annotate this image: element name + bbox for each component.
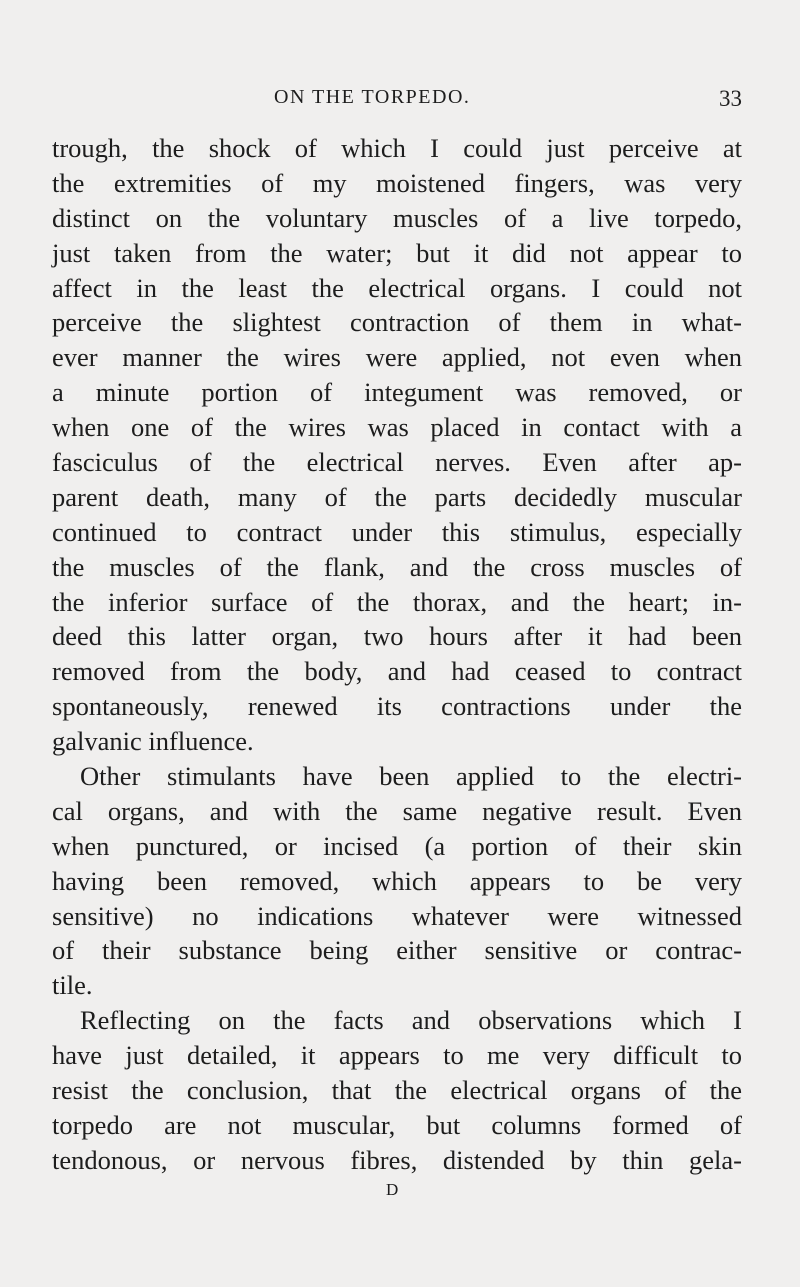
text-line: the inferior surface of the thorax, and the heart; in-: [52, 586, 742, 617]
text-line: cal organs, and with the same negative result. Even: [52, 795, 742, 826]
text-line: tendonous, or nervous fibres, distended by thin gela-: [52, 1144, 742, 1175]
text-line: have just detailed, it appears to me very difficult to: [52, 1040, 742, 1071]
text-line: having been removed, which appears to be very: [52, 865, 742, 896]
text-line: torpedo are not muscular, but columns formed of: [52, 1109, 742, 1140]
text-line: when punctured, or incised (a portion of their skin: [52, 830, 742, 861]
text-line: distinct on the voluntary muscles of a live torpedo,: [52, 202, 742, 233]
text-line: when one of the wires was placed in contact with a: [52, 412, 742, 443]
text-line: Reflecting on the facts and observations which I: [80, 1005, 742, 1036]
running-header: [52, 86, 742, 116]
text-line: galvanic influence.: [52, 726, 254, 757]
page-number: 33: [719, 86, 742, 111]
text-line: tile.: [52, 970, 93, 1001]
text-line: the muscles of the flank, and the cross muscles of: [52, 551, 742, 582]
text-line: continued to contract under this stimulus, especially: [52, 516, 742, 547]
text-line: Other stimulants have been applied to the electri-: [80, 761, 742, 792]
text-line: sensitive) no indications whatever were witnessed: [52, 900, 742, 931]
paragraph-3: [52, 1003, 742, 1177]
text-line: parent death, many of the parts decidedly muscular: [52, 481, 742, 512]
text-line: of their substance being either sensitive or contrac-: [52, 935, 742, 966]
text-line: perceive the slightest contraction of them in what-: [52, 307, 742, 338]
text-line: fasciculus of the electrical nerves. Even after ap-: [52, 447, 742, 478]
text-line: spontaneously, renewed its contractions under the: [52, 691, 742, 722]
paragraph-1: [52, 131, 742, 759]
text-line: ever manner the wires were applied, not even when: [52, 342, 742, 373]
text-line: just taken from the water; but it did not appear to: [52, 237, 742, 268]
paragraph-2: [52, 759, 742, 1003]
running-title: ON THE TORPEDO.: [274, 86, 471, 108]
text-line: deed this latter organ, two hours after it had been: [52, 621, 742, 652]
text-line: affect in the least the electrical organs. I could not: [52, 272, 742, 303]
body-text: [52, 131, 742, 1178]
text-line: removed from the body, and had ceased to contract: [52, 656, 742, 687]
signature-mark: D: [386, 1180, 400, 1199]
text-line: resist the conclusion, that the electrical organs of the: [52, 1075, 742, 1106]
text-line: a minute portion of integument was removed, or: [52, 377, 742, 408]
text-line: the extremities of my moistened fingers, was very: [52, 167, 742, 198]
text-line: trough, the shock of which I could just perceive at: [52, 133, 742, 163]
